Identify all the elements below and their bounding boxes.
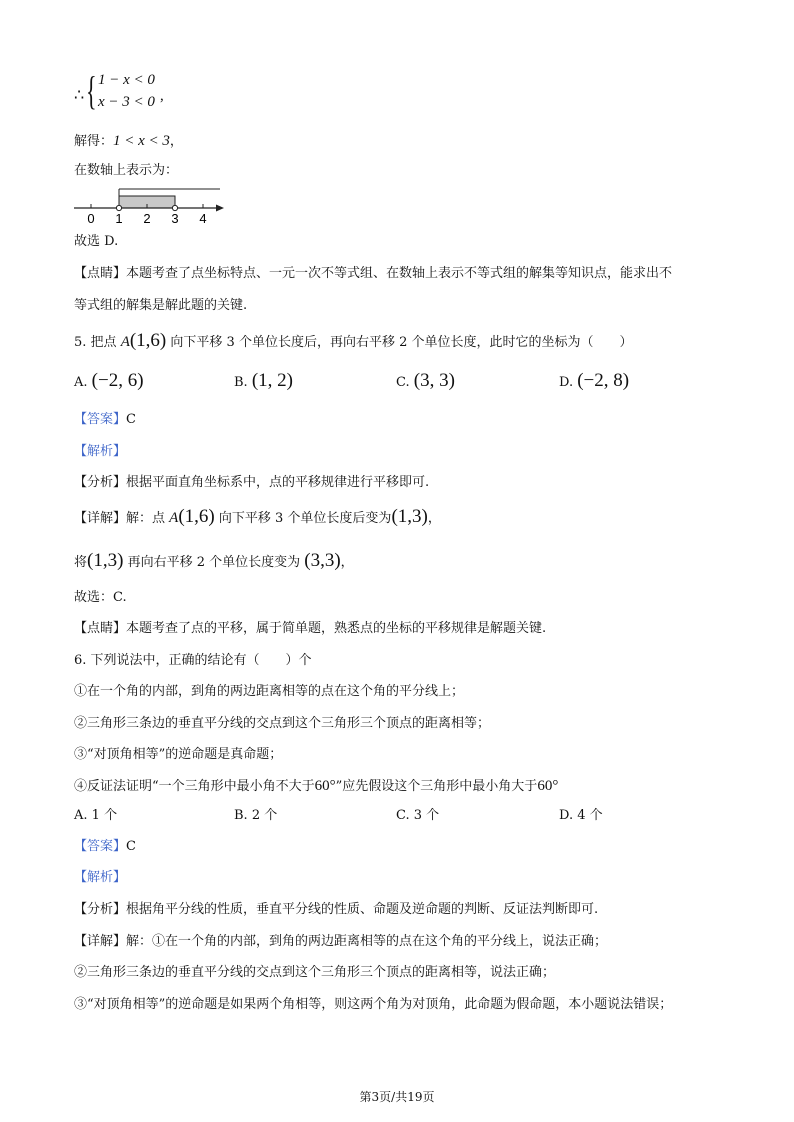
q6-answer: 【答案】C <box>74 839 136 854</box>
point-a-coords: (1,6) <box>129 330 167 351</box>
open-point-1 <box>116 205 121 210</box>
q6-option-d: D. 4 个 <box>559 808 603 823</box>
q6-detail-1: 【详解】解：①在一个角的内部，到角的两边距离相等的点在这个角的平分线上，说法正确； <box>74 934 608 949</box>
q5-stem-post: 向下平移 3 个单位长度后，再向右平移 2 个单位长度，此时它的坐标为（ ） <box>170 335 633 350</box>
solve-line <box>74 132 183 151</box>
q6-statement-3: ③“对顶角相等”的逆命题是真命题； <box>74 747 283 762</box>
tick-label: 1 <box>115 211 123 226</box>
tick-label: 0 <box>87 211 95 226</box>
q6-option-c: C. 3 个 <box>396 808 440 823</box>
q6-statement-4: ④反证法证明“一个三角形中最小角不大于60°”应先假设这个三角形中最小角大于60° <box>74 778 559 794</box>
solve-result: 1 < x < 3 <box>113 133 170 149</box>
page-footer: 第3页/共19页 <box>359 1090 435 1104</box>
q5-option-c: C. (3, 3) <box>396 370 455 391</box>
axis-arrow <box>216 205 224 212</box>
q4-comment-line-2: 等式组的解集是解此题的关键. <box>74 298 248 313</box>
point-a: A <box>120 334 130 350</box>
q5-fenxi: 【分析】根据平面直角坐标系中，点的平移规律进行平移即可. <box>74 475 430 490</box>
q5-stem-pre: 5. 把点 <box>74 335 117 350</box>
q6-analysis-tag: 【解析】 <box>74 870 127 885</box>
q6-statement-1: ①在一个角的内部，到角的两边距离相等的点在这个角的平分线上； <box>74 684 465 699</box>
q5-choice: 故选：C. <box>74 590 127 605</box>
tick-label: 2 <box>143 211 151 226</box>
solve-tail: ， <box>169 134 183 149</box>
solve-label: 解得： <box>74 134 114 149</box>
number-line <box>72 184 232 226</box>
tick-label: 3 <box>171 211 179 226</box>
therefore-symbol: ∴ <box>74 85 85 104</box>
q6-option-b: B. 2 个 <box>234 808 278 823</box>
answer-value: C <box>126 412 136 427</box>
system-comma: , <box>160 88 164 104</box>
q6-statement-2: ②三角形三条边的垂直平分线的交点到这个三角形三个顶点的距离相等； <box>74 716 491 731</box>
comment-text: 本题考查了点坐标特点、一元一次不等式组、在数轴上表示不等式组的解集等知识点，能求出不 <box>126 266 673 281</box>
q5-stem <box>74 330 632 354</box>
q5-analysis-tag: 【解析】 <box>74 444 127 459</box>
q5-comment: 【点睛】本题考查了点的平移，属于简单题，熟悉点的坐标的平移规律是解题关键. <box>74 621 547 636</box>
q6-fenxi: 【分析】根据角平分线的性质，垂直平分线的性质、命题及逆命题的判断、反证法判断即可. <box>74 902 599 917</box>
q5-option-b: B. (1, 2) <box>234 370 293 391</box>
inequality-1: 1 − x < 0 <box>98 72 155 88</box>
q4-choice: 故选 D. <box>74 234 119 249</box>
system-brace: { <box>86 68 97 113</box>
q6-stem: 6. 下列说法中，正确的结论有（ ）个 <box>74 653 312 668</box>
comment-tag: 【点睛】 <box>74 266 127 281</box>
q5-xiangjie-line-2: 将(1,3) 再向右平移 2 个单位长度变为 (3,3)， <box>74 550 354 571</box>
numberline-caption: 在数轴上表示为： <box>74 163 179 178</box>
inequality-2: x − 3 < 0 <box>98 94 155 110</box>
open-point-3 <box>172 205 177 210</box>
q4-comment-line-1 <box>74 265 672 283</box>
q6-detail-2: ②三角形三条边的垂直平分线的交点到这个三角形三个顶点的距离相等，说法正确； <box>74 965 556 980</box>
q6-detail-3: ③“对顶角相等”的逆命题是如果两个角相等，则这两个角为对顶角，此命题为假命题，本小题说法错误； <box>74 997 673 1012</box>
tick-label: 4 <box>199 211 207 226</box>
q6-option-a: A. 1 个 <box>74 808 118 823</box>
q5-option-d: D. (−2, 8) <box>559 370 630 391</box>
q5-xiangjie-line-1: 【详解】解：点 A(1,6) 向下平移 3 个单位长度后变为(1,3)， <box>74 506 441 527</box>
answer-tag: 【答案】 <box>74 412 127 427</box>
q5-option-a: A. (−2, 6) <box>74 370 144 391</box>
q5-answer <box>74 411 136 429</box>
